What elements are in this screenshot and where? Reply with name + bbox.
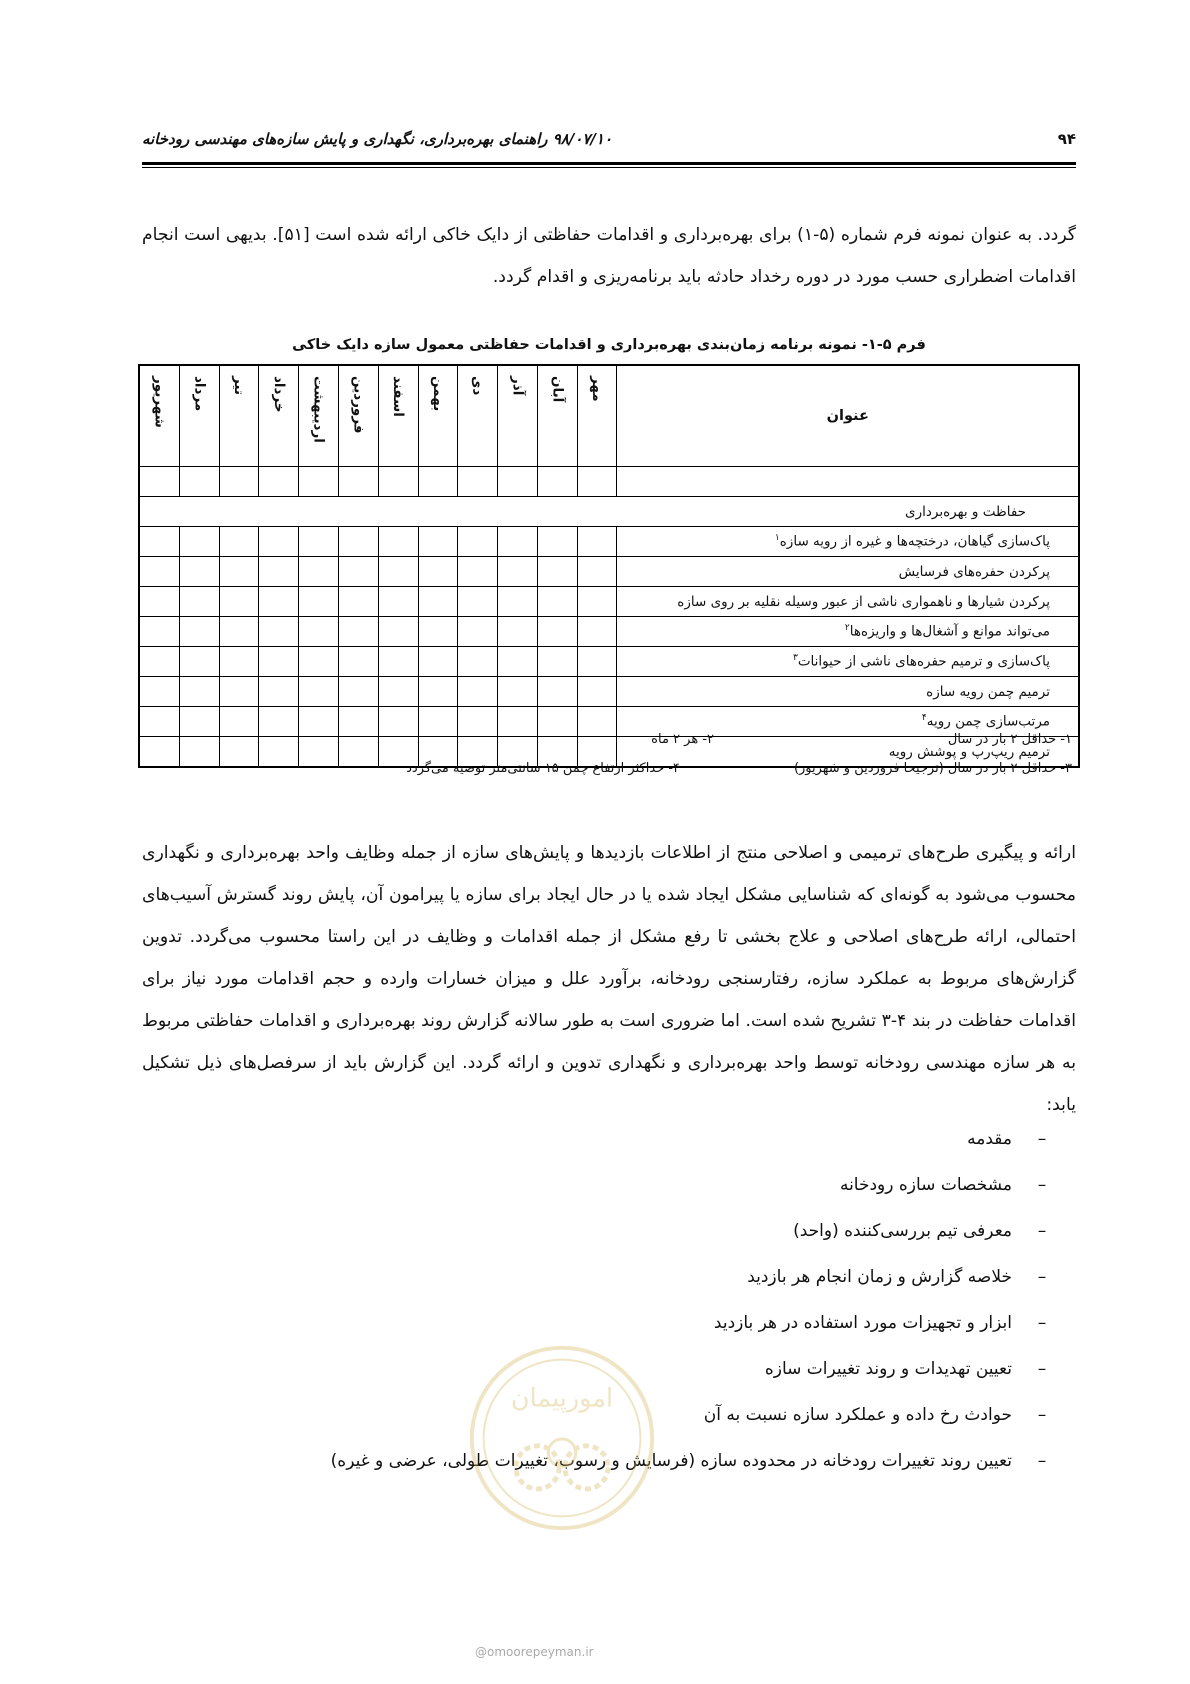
table-row [139,647,1079,677]
list-item: –ابزار و تجهیزات مورد استفاده در هر بازدید [713,1313,1047,1333]
month-header: شهریور [139,365,179,467]
intro-paragraph: گردد. به عنوان نمونه فرم شماره (۵-۱) برای بهره‌برداری و اقدامات حفاظتی از دایک خاکی ارائه شده است [۵۱]. بدیهی است انجام اقدامات اضطراری حسب مورد در دوره رخداد حادثه باید برنامه‌ریزی و اقدام گردد. [142,225,1076,287]
list-item: –تعیین تهدیدات و روند تغییرات سازه [764,1359,1047,1379]
month-header: مرداد [179,365,219,467]
task-cell: ترمیم ریپ‌رپ و پوشش رویه [617,737,1079,768]
header-rule-thin [142,167,1076,168]
month-header: مهر [577,365,617,467]
table-row [139,527,1079,557]
header-rule [142,162,1076,165]
month-header: اردیبهشت [299,365,339,467]
section-row [139,497,1079,527]
task-cell: پاک‌سازی و ترمیم حفره‌های ناشی از حیوانات$^۳$ [617,647,1079,677]
table-row [139,587,1079,617]
running-header [142,130,1076,158]
task-cell: مرتب‌سازی چمن رویه$^۴$ [617,707,1079,737]
footnote-1: ۱- حداقل ۲ بار در سال [947,732,1072,747]
footnote-4: ۴- حداکثر ارتفاع چمن ۱۵ سانتی‌متر توصیه می‌گردد [406,761,680,776]
body-paragraph: ارائه و پیگیری طرح‌های ترمیمی و اصلاحی منتج از اطلاعات بازدیدها و پایش‌های سازه از جمله وظایف واحد بهره‌برداری و نگهداری محسوب می‌شود به گونه‌ای که شناسایی مشکل ایجاد شده یا در حال ایجاد برای سازه یا پیرامون آن، پایش روند گسترش آسیب‌های احتمالی، ارائه طرح‌های اصلاحی و علاج بخشی تا رفع مشکل از جمله اقدامات و وظایف در این راستا محسوب می‌گردد. تدوین گزارش‌های مربوط به عملکرد سازه، رفتارسنجی رودخانه، برآورد علل و میزان خسارات وارده و حجم اقدامات مورد نیاز برای اقدامات حفاظت در بند ۴-۳ تشریح شده است. اما ضروری است به طور سالانه گزارش روند بهره‌برداری و اقدامات حفاظتی مربوط به هر سازه مهندسی رودخانه توسط واحد بهره‌برداری و نگهداری تدوین و ارائه گردد. این گزارش باید از سرفصل‌های ذیل تشکیل یابد: [142,843,1077,1115]
task-cell: می‌تواند موانع و آشغال‌ها و واریزه‌ها$^۲$ [617,617,1079,647]
svg-text:امورپیمان: امورپیمان [510,1383,614,1414]
task-cell: ترمیم چمن رویه سازه [617,677,1079,707]
blank-row [139,467,1079,497]
footnote-3: ۳- حداقل ۲ بار در سال (ترجیحا فروردین و شهریور) [793,761,1072,776]
table-row [139,707,1079,737]
month-header: فروردین [338,365,378,467]
list-item: –تعیین روند تغییرات رودخانه در محدوده سازه (فرسایش و رسوب، تغییرات طولی، عرضی و غیره) [330,1451,1047,1471]
month-header: اسفند [378,365,418,467]
table-caption: فرم ۵-۱- نمونه برنامه زمان‌بندی بهره‌برداری و اقدامات حفاظتی معمول سازه دایک خاکی [292,337,926,353]
title-column-header: عنوان [617,365,1079,467]
watermark-logo [464,1340,660,1536]
month-header: آبان [537,365,577,467]
sections-list [331,1116,1072,1484]
task-cell: پاک‌سازی گیاهان، درختچه‌ها و غیره از رویه سازه$^۱$ [617,527,1079,557]
list-item: –مشخصات سازه رودخانه [839,1175,1047,1195]
table-row [139,557,1079,587]
list-item: –معرفی تیم بررسی‌کننده (واحد) [793,1221,1047,1241]
task-cell: پرکردن شیارها و ناهمواری ناشی از عبور وسیله نقلیه بر روی سازه [617,587,1079,617]
list-item: –مقدمه [967,1129,1047,1149]
list-item: –خلاصه گزارش و زمان انجام هر بازدید [747,1267,1047,1287]
month-header: آذر [498,365,538,467]
table-row [139,677,1079,707]
table-row [139,617,1079,647]
running-title: ۹۸/۰۷/۱۰ راهنمای بهره‌برداری، نگهداری و پایش سازه‌های مهندسی رودخانه [142,130,613,148]
schedule-table [138,364,1080,768]
task-cell: پرکردن حفره‌های فرسایش [617,557,1079,587]
month-header: دی [458,365,498,467]
month-header: تیر [219,365,259,467]
watermark-url: @omoorepeyman.ir [475,1645,594,1659]
table-header-row [139,365,1079,467]
page-number: ۹۴ [1057,130,1076,148]
month-header: خرداد [259,365,299,467]
month-header: بهمن [418,365,458,467]
footnote-2: ۲- هر ۲ ماه [651,732,714,747]
list-item: –حوادث رخ داده و عملکرد سازه نسبت به آن [703,1405,1047,1425]
section-label: حفاظت و بهره‌برداری [139,497,1079,527]
